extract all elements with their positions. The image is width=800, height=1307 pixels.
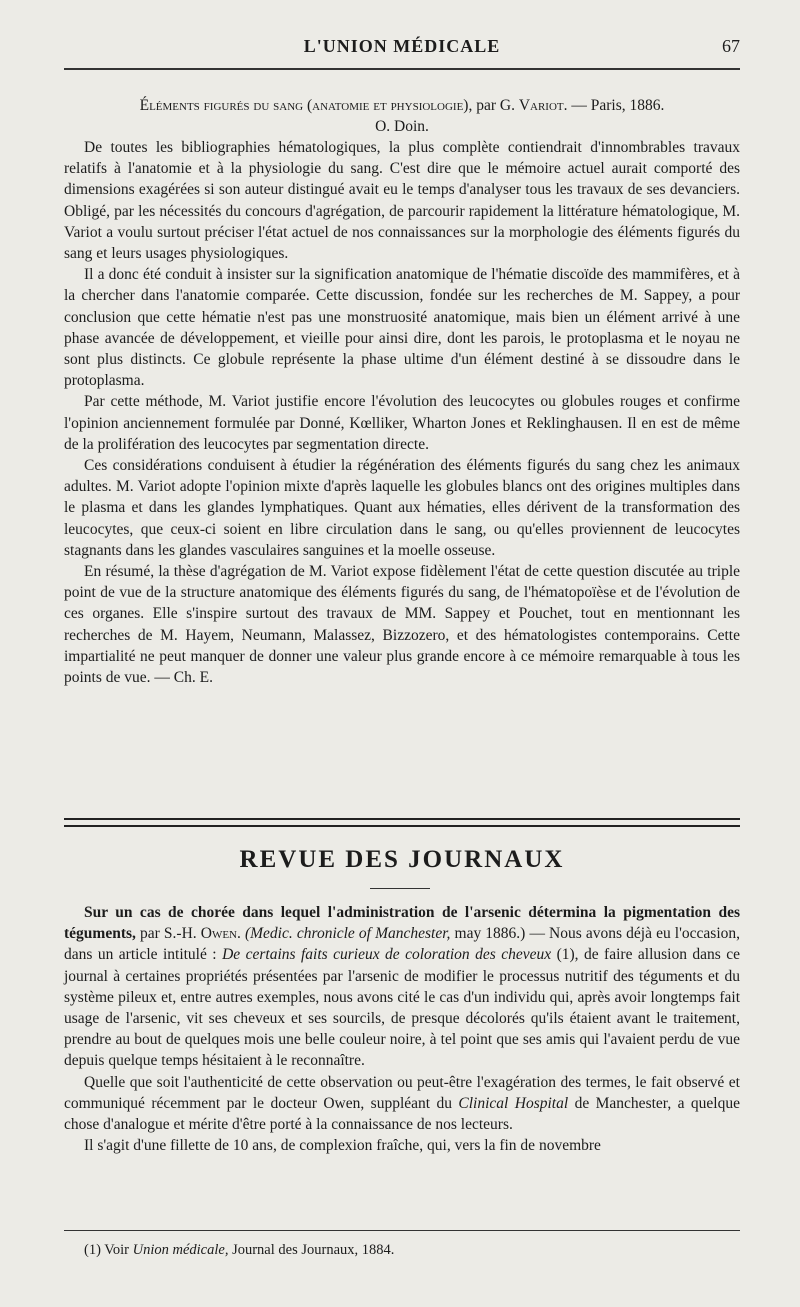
footnote-journal: Union médicale, bbox=[132, 1242, 229, 1258]
article-hospital: Clinical Hospital bbox=[458, 1094, 569, 1112]
footnote-rule bbox=[64, 1230, 740, 1231]
review-heading bbox=[64, 95, 740, 137]
book-review bbox=[64, 95, 740, 688]
section-title: REVUE DES JOURNAUX bbox=[239, 846, 565, 873]
page-number: 67 bbox=[722, 36, 740, 56]
footnote bbox=[84, 1240, 740, 1260]
article-text-1a: — Nous avons déjà eu l'occasion, dans un article intitulé : bbox=[64, 925, 741, 964]
article-source: (Medic. chronicle of Manchester, bbox=[244, 925, 451, 943]
header-rule bbox=[64, 68, 740, 70]
review-paragraph-2: Il a donc été conduit à insister sur la signification anatomique de l'hématie discoïde des mammifères, et à la chercher dans l'anatomie comparée. Cette discussion, fondée sur les recherches de M. Sappey, a pour conclusion que cette hématie n'est pas une monstruosité anatomique, mais bien un élément arrivé à une phase avancée de développement, et vieille pour ainsi dire, dont les parois, le protoplasma et le noyau ne sont plus distincts. Ce globule représente la phase ultime d'un élément destiné à se dissoudre dans le protoplasma. bbox=[64, 266, 740, 390]
running-head bbox=[64, 36, 740, 62]
review-publisher: O. Doin. bbox=[375, 118, 429, 135]
article-text-2b: de Manchester, a quelque chose d'analogue et mérite d'être porté à la connaissance de nos lecteurs. bbox=[64, 1094, 740, 1134]
section-title-underline bbox=[370, 888, 430, 889]
article-text-2a: Quelle que soit l'authenticité de cette observation ou peut-être l'exagération des termes, le fait observé et communiqué récemment par le docteur Owen, suppléant du bbox=[64, 1073, 740, 1112]
review-author: Variot. bbox=[518, 97, 568, 114]
article-by: par S.-H. bbox=[140, 925, 197, 943]
article-text-1b: (1), de faire allusion dans ce journal à certaines propriétés présentées par l'arsenic de modifier le processus nutritif des téguments et du système pileux et, entre autres exemples, nous avons cité le cas d'un individu qui, après avoir longtemps fait usage de l'arsenic, vit ses cheveux et ses sourcils, de presque décolorés qu'ils étaient avant le traitement, prendre au bout de quelques mois une belle couleur noire, à tel point que ses amis qui l'avaient perdu de vue depuis quelque temps hésitaient à le reconnaître. bbox=[64, 946, 741, 1070]
article-source-date: may 1886.) bbox=[454, 925, 526, 943]
article-paragraph-1 bbox=[64, 902, 740, 1072]
section-divider bbox=[64, 818, 740, 827]
review-paragraph-1: De toutes les bibliographies hématologiques, la plus complète contiendrait d'innombrables travaux relatifs à l'anatomie et à la physiologie du sang. C'est dire que le mémoire actuel aurait comporté des dimensions exagérées si son auteur distingué avait eu le temps d'analyser tous les travaux de ses devanciers. Obligé, par les nécessités du concours d'agrégation, de parcourir rapidement la littérature hématologique, M. Variot a voulu surtout préciser l'état actuel de nos connaissances sur la morphologie des éléments figurés du sang et leurs usages physiologiques. bbox=[64, 139, 740, 263]
article-title: Sur un cas de chorée dans lequel l'administration de l'arsenic détermina la pigmentation des téguments, bbox=[64, 904, 740, 943]
article-paragraph-2 bbox=[64, 1072, 740, 1136]
article-author: Owen. bbox=[200, 925, 241, 943]
review-place: — Paris, 1886. bbox=[571, 97, 665, 114]
review-by: par G. bbox=[476, 97, 515, 114]
review-paragraph-5: En résumé, la thèse d'agrégation de M. Variot expose fidèlement l'état de cette question discutée au triple point de vue de la structure anatomique des éléments figurés du sang, de l'hématopoïèse et de l'évolution de ces organes. Elle s'inspire surtout des travaux de MM. Sappey et Pouchet, tout en mentionnant les recherches de M. Hayem, Neumann, Malassez, Bizzozero, et des hématologistes contemporains. Cette impartialité ne peut manquer de donner une valeur plus grande encore à ce mémoire remarquable à tous les points de vue. — Ch. E. bbox=[64, 563, 740, 687]
article-cited-title: De certains faits curieux de coloration des cheveux bbox=[222, 946, 552, 964]
review-paragraph-3: Par cette méthode, M. Variot justifie encore l'évolution des leucocytes ou globules rouges et confirme l'opinion anciennement formulée par Donné, Kœlliker, Wharton Jones et Reklinghausen. Il en est de même de la prolifération des leucocytes par segmentation directe. bbox=[64, 393, 740, 453]
footnote-marker: (1) Voir bbox=[84, 1242, 129, 1258]
review-paragraph-4: Ces considérations conduisent à étudier la régénération des éléments figurés du sang chez les animaux adultes. M. Variot adopte l'opinion mixte d'après laquelle les globules blancs ont des origines multiples dans le plasma et dans les glandes lymphatiques. Quant aux hématies, elles dérivent de la transformation des leucocytes, que ceux-ci soient en libre circulation dans le sang, ou qu'elles proviennent de leucocytes stagnants dans les glandes vasculaires sanguines et la moelle osseuse. bbox=[64, 457, 740, 559]
article-paragraph-3: Il s'agit d'une fillette de 10 ans, de complexion fraîche, qui, vers la fin de novembre bbox=[84, 1137, 601, 1155]
journal-article bbox=[64, 902, 740, 1156]
journal-title: L'UNION MÉDICALE bbox=[303, 36, 501, 56]
review-book-title: Éléments figurés du sang (anatomie et physiologie), bbox=[139, 97, 473, 114]
footnote-text: Journal des Journaux, 1884. bbox=[232, 1242, 395, 1258]
